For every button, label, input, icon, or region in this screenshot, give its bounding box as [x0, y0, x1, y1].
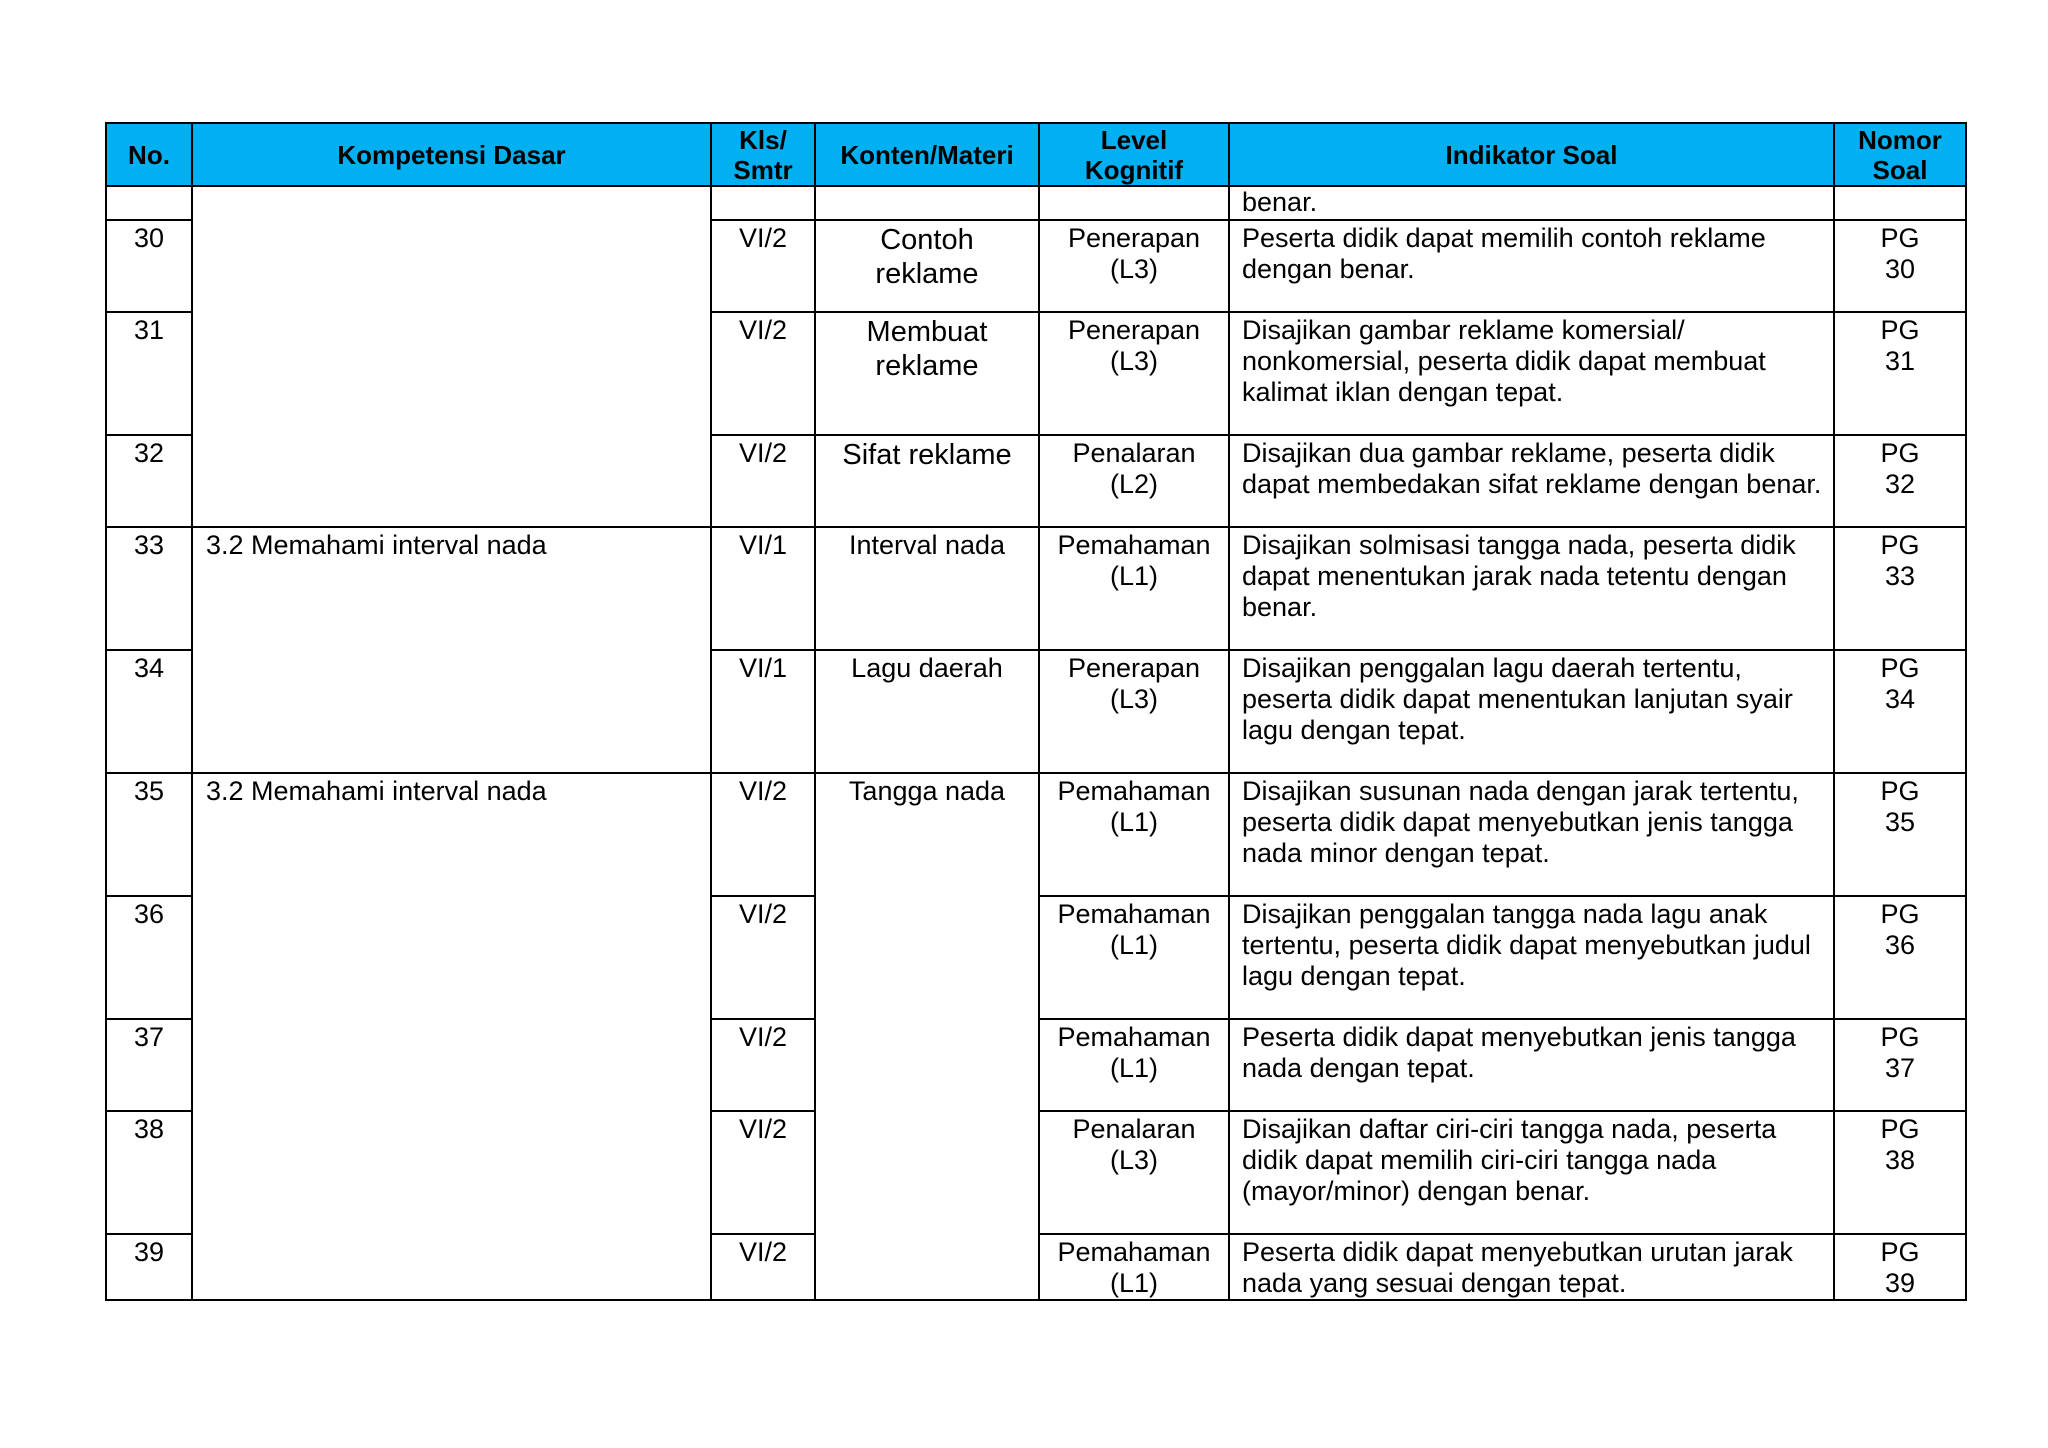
header-konten-materi: Konten/Materi — [815, 123, 1039, 186]
header-kelas-semester: Kls/ Smtr — [711, 123, 815, 186]
cell-level: Pemahaman (L1) — [1039, 1234, 1229, 1300]
cell-kelas: VI/1 — [711, 527, 815, 650]
cell-indikator: Disajikan dua gambar reklame, peserta didik dapat membedakan sifat reklame dengan benar. — [1229, 435, 1834, 527]
cell-indikator: Disajikan daftar ciri-ciri tangga nada, peserta didik dapat memilih ciri-ciri tangga nada (mayor/minor) dengan benar. — [1229, 1111, 1834, 1234]
cell-indikator: Disajikan susunan nada dengan jarak tertentu, peserta didik dapat menyebutkan jenis tangga nada minor dengan tepat. — [1229, 773, 1834, 896]
cell-level: Penerapan (L3) — [1039, 220, 1229, 312]
cell-indikator: Disajikan penggalan lagu daerah tertentu, peserta didik dapat menentukan lanjutan syair lagu dengan tepat. — [1229, 650, 1834, 773]
cell-kompetensi-dasar: 3.2 Memahami interval nada — [192, 773, 711, 1300]
cell-no: 30 — [106, 220, 192, 312]
header-indikator-soal: Indikator Soal — [1229, 123, 1834, 186]
header-kompetensi-dasar: Kompetensi Dasar — [192, 123, 711, 186]
cell-nomor-soal: PG 35 — [1834, 773, 1966, 896]
cell-indikator: Disajikan gambar reklame komersial/ nonkomersial, peserta didik dapat membuat kalimat iklan dengan tepat. — [1229, 312, 1834, 435]
cell-kelas: VI/2 — [711, 773, 815, 896]
table-header-row — [106, 123, 1966, 186]
cell-no — [106, 186, 192, 220]
cell-materi — [815, 186, 1039, 220]
cell-materi: Lagu daerah — [815, 650, 1039, 773]
cell-level: Penalaran (L3) — [1039, 1111, 1229, 1234]
cell-indikator: Peserta didik dapat memilih contoh reklame dengan benar. — [1229, 220, 1834, 312]
cell-no: 31 — [106, 312, 192, 435]
cell-indikator: Peserta didik dapat menyebutkan urutan jarak nada yang sesuai dengan tepat. — [1229, 1234, 1834, 1300]
cell-indikator: Peserta didik dapat menyebutkan jenis tangga nada dengan tepat. — [1229, 1019, 1834, 1111]
cell-nomor-soal: PG 33 — [1834, 527, 1966, 650]
cell-nomor-soal — [1834, 186, 1966, 220]
kisi-kisi-sheet — [105, 122, 1965, 1301]
cell-level: Pemahaman (L1) — [1039, 773, 1229, 896]
cell-level: Penalaran (L2) — [1039, 435, 1229, 527]
cell-kompetensi-dasar: 3.2 Memahami interval nada — [192, 527, 711, 773]
cell-kelas: VI/2 — [711, 435, 815, 527]
cell-nomor-soal: PG 36 — [1834, 896, 1966, 1019]
cell-level: Pemahaman (L1) — [1039, 896, 1229, 1019]
cell-materi: Sifat reklame — [815, 435, 1039, 527]
cell-kelas: VI/2 — [711, 1019, 815, 1111]
cell-materi: Contoh reklame — [815, 220, 1039, 312]
cell-materi: Membuat reklame — [815, 312, 1039, 435]
cell-kompetensi-dasar — [192, 186, 711, 527]
table-row — [106, 527, 1966, 650]
kisi-kisi-table — [105, 122, 1967, 1301]
cell-level — [1039, 186, 1229, 220]
cell-no: 37 — [106, 1019, 192, 1111]
cell-nomor-soal: PG 32 — [1834, 435, 1966, 527]
cell-no: 34 — [106, 650, 192, 773]
cell-kelas: VI/1 — [711, 650, 815, 773]
cell-nomor-soal: PG 31 — [1834, 312, 1966, 435]
cell-indikator: Disajikan solmisasi tangga nada, peserta didik dapat menentukan jarak nada tetentu dengan benar. — [1229, 527, 1834, 650]
table-row — [106, 773, 1966, 896]
cell-nomor-soal: PG 34 — [1834, 650, 1966, 773]
cell-nomor-soal: PG 30 — [1834, 220, 1966, 312]
cell-indikator: Disajikan penggalan tangga nada lagu anak tertentu, peserta didik dapat menyebutkan judul lagu dengan tepat. — [1229, 896, 1834, 1019]
cell-no: 39 — [106, 1234, 192, 1300]
cell-no: 36 — [106, 896, 192, 1019]
cell-kelas: VI/2 — [711, 220, 815, 312]
cell-level: Penerapan (L3) — [1039, 312, 1229, 435]
cell-nomor-soal: PG 39 — [1834, 1234, 1966, 1300]
cell-level: Pemahaman (L1) — [1039, 1019, 1229, 1111]
cell-kelas: VI/2 — [711, 1111, 815, 1234]
cell-no: 35 — [106, 773, 192, 896]
cell-materi: Tangga nada — [815, 773, 1039, 1300]
cell-kelas — [711, 186, 815, 220]
header-nomor-soal: Nomor Soal — [1834, 123, 1966, 186]
table-row — [106, 186, 1966, 220]
cell-no: 38 — [106, 1111, 192, 1234]
cell-materi: Interval nada — [815, 527, 1039, 650]
header-level-kognitif: Level Kognitif — [1039, 123, 1229, 186]
cell-kelas: VI/2 — [711, 1234, 815, 1300]
cell-nomor-soal: PG 37 — [1834, 1019, 1966, 1111]
cell-no: 33 — [106, 527, 192, 650]
cell-level: Penerapan (L3) — [1039, 650, 1229, 773]
cell-kelas: VI/2 — [711, 312, 815, 435]
cell-nomor-soal: PG 38 — [1834, 1111, 1966, 1234]
cell-kelas: VI/2 — [711, 896, 815, 1019]
header-no: No. — [106, 123, 192, 186]
cell-level: Pemahaman (L1) — [1039, 527, 1229, 650]
cell-no: 32 — [106, 435, 192, 527]
cell-indikator: benar. — [1229, 186, 1834, 220]
